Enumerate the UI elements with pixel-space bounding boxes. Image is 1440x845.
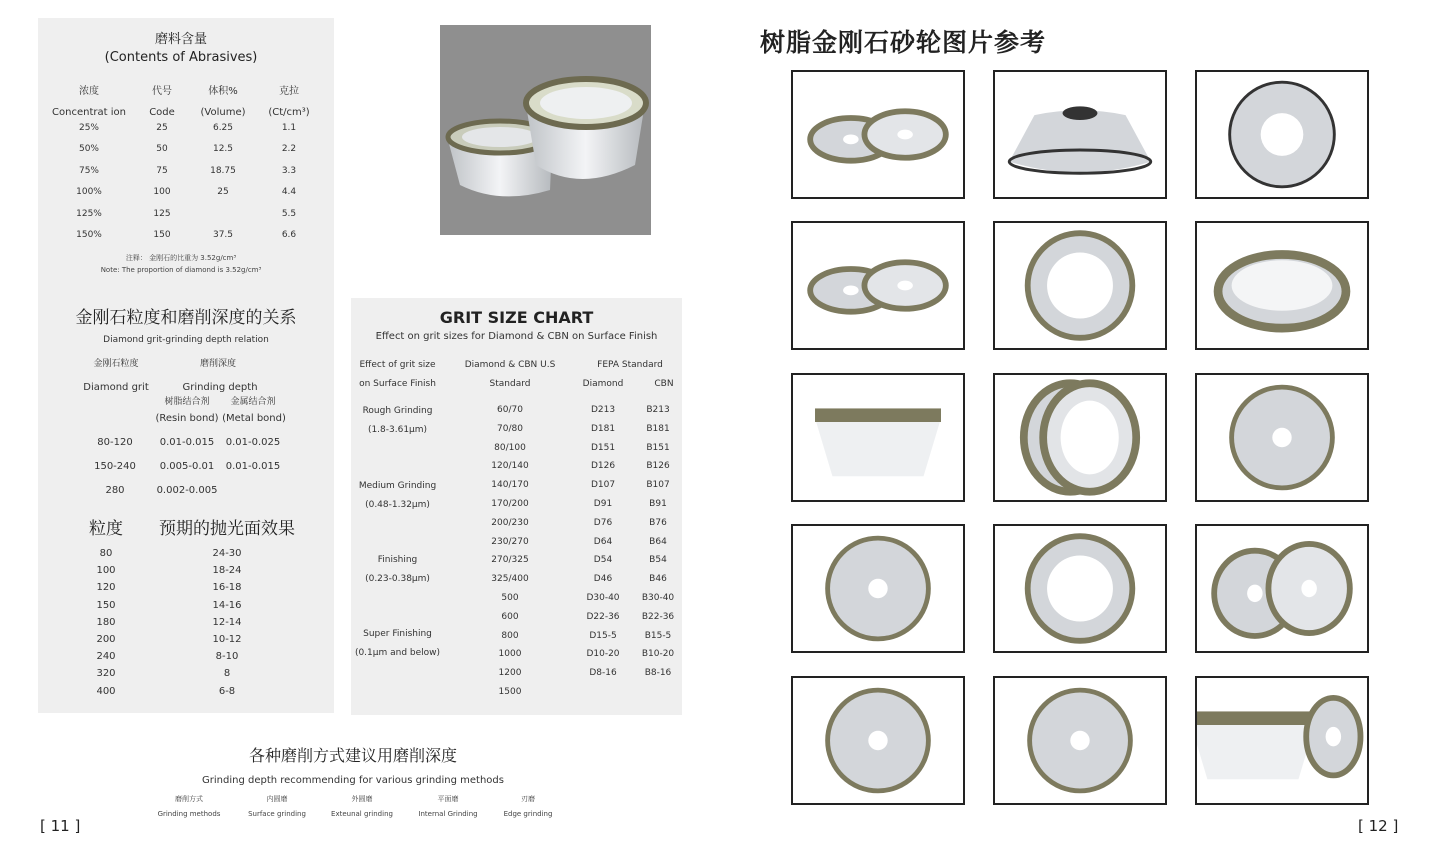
polish-effect-cell: 12-14 xyxy=(212,616,242,628)
wheel-photo xyxy=(1195,524,1369,653)
gc-h-fepa: FEPA Standard xyxy=(597,360,663,370)
product-photo-top xyxy=(440,25,651,235)
abr-h-cn-1: 代号 xyxy=(152,86,172,97)
grit-chart-cell: B15-5 xyxy=(644,630,672,641)
abrasives-cell: 6.25 xyxy=(212,123,234,133)
method-cn: 外圆磨 xyxy=(351,795,373,803)
grit-chart-cell: D64 xyxy=(593,536,613,547)
grit-chart-cell: B107 xyxy=(646,480,670,491)
abrasives-cell: 1.1 xyxy=(281,123,297,133)
grit-chart-cell: 325/400 xyxy=(491,574,529,585)
grit-chart-cell: D22-36 xyxy=(586,611,620,622)
grit-chart-cell: B76 xyxy=(649,517,667,528)
grit-chart-cell: B181 xyxy=(646,423,670,434)
grit-group-name: Rough Grinding xyxy=(362,406,433,416)
method-cn: 磨削方式 xyxy=(175,795,203,803)
grit-chart-cell: D30-40 xyxy=(586,593,620,603)
grit-depth-cell: 280 xyxy=(105,485,125,496)
grit-group-range: (1.8-3.61μm) xyxy=(367,425,428,435)
wheel-photo xyxy=(1195,221,1369,350)
abrasives-cell: 4.4 xyxy=(281,187,297,198)
grit-chart-cell: 1500 xyxy=(498,687,522,697)
grit-chart-cell: D213 xyxy=(590,405,616,415)
polish-effect-cell: 8-10 xyxy=(215,651,239,663)
wheel-image xyxy=(1197,526,1367,651)
abrasives-title-en: (Contents of Abrasives) xyxy=(104,50,258,65)
wheel-photo xyxy=(791,70,965,199)
polish-grit-cell: 80 xyxy=(99,548,113,559)
polish-grit-cell: 240 xyxy=(96,651,116,663)
wheel-image xyxy=(793,678,963,803)
method-cn: 内圆磨 xyxy=(266,795,288,803)
grit-depth-resin-cn: 树脂结合剂 xyxy=(164,397,210,407)
wheel-image xyxy=(995,223,1165,348)
grit-chart-cell: D126 xyxy=(590,461,616,472)
grit-depth-title-cn: 金刚石粒度和磨削深度的关系 xyxy=(75,308,297,328)
polish-grit-cell: 320 xyxy=(96,668,116,680)
polish-effect-cell: 14-16 xyxy=(212,599,242,611)
abrasives-cell: 100% xyxy=(76,187,102,198)
abrasives-cell: 100 xyxy=(153,187,171,198)
grit-chart-cell: 800 xyxy=(501,630,519,641)
grit-chart-cell: 70/80 xyxy=(497,423,523,434)
wheel-photo xyxy=(993,373,1167,502)
abrasives-cell: 25 xyxy=(217,187,229,198)
wheel-image xyxy=(793,375,963,500)
grit-chart-cell: B213 xyxy=(646,405,670,415)
wheel-image xyxy=(1197,678,1367,803)
grit-chart-cell: D15-5 xyxy=(589,630,617,641)
abrasives-cell: 50% xyxy=(78,144,99,155)
grit-depth-cell: 0.01-0.015 xyxy=(159,437,215,448)
gc-h-us-2: Standard xyxy=(489,379,531,389)
polish-effect-cell: 24-30 xyxy=(212,548,242,559)
cup-wheel-pair-image xyxy=(440,25,651,235)
grit-chart-cell: B30-40 xyxy=(641,593,675,603)
gc-h-cbn: CBN xyxy=(654,379,674,389)
abr-h-cn-3: 克拉 xyxy=(279,86,299,97)
abrasives-cell: 75% xyxy=(78,165,99,176)
abrasives-cell: 50 xyxy=(156,144,168,155)
method-en: Edge grinding xyxy=(503,810,553,818)
polish-grit-cell: 150 xyxy=(96,599,116,611)
grit-group-name: Super Finishing xyxy=(363,629,432,639)
abrasives-note-cn: 注释： 金刚石的比重为 3.52g/cm³ xyxy=(125,254,237,262)
gc-h-effect-1: Effect of grit size xyxy=(359,360,436,370)
grit-chart-cell: D107 xyxy=(590,480,616,491)
wheel-photo xyxy=(791,524,965,653)
abr-h-en-2: (Volume) xyxy=(200,107,246,118)
abrasives-cell: 25% xyxy=(78,123,99,133)
abr-h-en-1: Code xyxy=(149,107,175,118)
abrasives-cell: 150% xyxy=(76,230,102,240)
grit-chart-cell: 500 xyxy=(501,593,519,603)
method-cn: 刃磨 xyxy=(521,795,535,803)
grit-chart-cell: 270/325 xyxy=(491,555,529,566)
grit-depth-col1-en: Diamond grit xyxy=(83,382,149,393)
grit-depth-cell: 150-240 xyxy=(94,461,136,472)
abr-h-en-0: Concentrat ion xyxy=(52,107,126,118)
wheel-photo xyxy=(1195,373,1369,502)
abr-h-en-3: (Ct/cm³) xyxy=(268,107,310,118)
methods-subtitle-en: Grinding depth recommending for various grinding methods xyxy=(202,775,504,786)
grit-chart-cell: 230/270 xyxy=(491,536,529,547)
grit-chart-cell: D181 xyxy=(590,423,616,434)
wheel-image xyxy=(995,72,1165,197)
grit-depth-resin-en: (Resin bond) xyxy=(155,413,219,424)
wheel-photo xyxy=(791,373,965,502)
polish-col2-cn: 预期的抛光面效果 xyxy=(159,519,295,539)
grit-chart-cell: B10-20 xyxy=(641,649,675,660)
grit-depth-cell: 0.002-0.005 xyxy=(156,485,218,496)
wheel-image xyxy=(793,72,963,197)
abrasives-title-cn: 磨料含量 xyxy=(154,32,207,47)
wheel-image xyxy=(1197,223,1367,348)
grit-chart-cell: D10-20 xyxy=(586,649,620,660)
method-en: Surface grinding xyxy=(248,810,306,818)
grit-chart-cell: D76 xyxy=(593,517,613,528)
wheel-image xyxy=(995,526,1165,651)
method-en: Grinding methods xyxy=(157,810,221,818)
grit-depth-metal-cn: 金属结合剂 xyxy=(230,397,276,407)
gallery-title-cn: 树脂金刚石砂轮图片参考 xyxy=(760,28,1047,57)
grit-chart-cell: B151 xyxy=(646,442,670,453)
abr-h-cn-0: 浓度 xyxy=(79,86,99,97)
left-page-number: [ 11 ] xyxy=(40,817,81,835)
wheel-image xyxy=(793,223,963,348)
abrasives-cell: 18.75 xyxy=(210,165,236,176)
abrasives-cell: 3.3 xyxy=(281,165,297,176)
abr-h-cn-2: 体积% xyxy=(208,86,238,97)
wheel-photo xyxy=(1195,676,1369,805)
grit-group-name: Medium Grinding xyxy=(358,481,437,491)
grit-chart-title: GRIT SIZE CHART xyxy=(439,308,594,327)
polish-grit-cell: 100 xyxy=(96,565,116,577)
polish-grit-cell: 180 xyxy=(96,616,116,628)
abrasives-cell: 75 xyxy=(156,165,168,176)
gc-h-effect-2: on Surface Finish xyxy=(359,379,436,389)
grit-chart-cell: B64 xyxy=(649,536,667,547)
abrasives-cell: 150 xyxy=(153,230,171,240)
method-en: Exteunal grinding xyxy=(331,810,393,818)
wheel-image xyxy=(995,375,1165,500)
method-cn: 平面磨 xyxy=(437,795,459,803)
polish-effect-cell: 18-24 xyxy=(212,565,242,577)
grit-depth-cell: 80-120 xyxy=(97,437,133,448)
abrasives-cell: 125 xyxy=(153,208,171,219)
polish-col1-cn: 粒度 xyxy=(89,519,123,539)
abrasives-cell: 12.5 xyxy=(212,144,234,155)
abrasives-cell: 37.5 xyxy=(212,230,234,240)
grit-chart-cell: 1000 xyxy=(498,649,522,660)
wheel-image xyxy=(1197,375,1367,500)
wheel-photo xyxy=(993,70,1167,199)
polish-effect-cell: 8 xyxy=(223,668,231,680)
grit-chart-cell: D54 xyxy=(593,555,613,566)
wheel-photo xyxy=(993,221,1167,350)
grit-chart-cell: D151 xyxy=(590,442,616,453)
grit-chart-cell: B126 xyxy=(646,461,670,472)
wheel-photo xyxy=(791,676,965,805)
grit-group-range: (0.1μm and below) xyxy=(354,648,441,658)
grit-chart-cell: B8-16 xyxy=(644,668,672,679)
wheel-photo xyxy=(993,676,1167,805)
abrasives-cell: 125% xyxy=(76,208,102,219)
grit-chart-cell: 1200 xyxy=(498,668,522,679)
polish-grit-cell: 200 xyxy=(96,634,116,645)
grit-depth-col2-en: Grinding depth xyxy=(182,382,258,393)
grit-depth-metal-en: (Metal bond) xyxy=(222,413,286,424)
grit-chart-cell: 140/170 xyxy=(491,480,529,491)
abrasives-cell: 6.6 xyxy=(281,230,297,240)
grit-chart-cell: 80/100 xyxy=(494,442,526,453)
grit-chart-cell: D8-16 xyxy=(589,668,617,679)
grit-chart-cell: 60/70 xyxy=(497,405,523,415)
grit-chart-cell: B91 xyxy=(649,499,667,509)
grit-depth-cell: 0.01-0.015 xyxy=(225,461,281,472)
polish-effect-cell: 16-18 xyxy=(212,582,242,594)
method-en: Internal Grinding xyxy=(418,810,478,818)
grit-depth-col2-cn: 磨削深度 xyxy=(199,359,236,369)
wheel-photo xyxy=(1195,70,1369,199)
polish-effect-cell: 6-8 xyxy=(218,685,236,697)
abrasives-cell: 5.5 xyxy=(281,208,297,219)
grit-chart-cell: B22-36 xyxy=(641,611,675,622)
abrasives-note-en: Note: The proportion of diamond is 3.52g/cm³ xyxy=(100,266,262,274)
wheel-photo xyxy=(993,524,1167,653)
gc-h-us-1: Diamond & CBN U.S xyxy=(464,360,556,370)
grit-group-name: Finishing xyxy=(377,555,418,565)
grit-depth-subtitle-en: Diamond grit-grinding depth relation xyxy=(103,335,269,345)
grit-chart-cell: D91 xyxy=(593,499,613,509)
grit-chart-cell: D46 xyxy=(593,574,613,585)
grit-chart-cell: 120/140 xyxy=(491,461,529,472)
grit-depth-cell: 0.005-0.01 xyxy=(159,461,215,472)
polish-effect-cell: 10-12 xyxy=(212,634,242,645)
grit-chart-cell: B54 xyxy=(649,555,667,566)
wheel-photo xyxy=(791,221,965,350)
wheel-image xyxy=(995,678,1165,803)
methods-title-cn: 各种磨削方式建议用磨削深度 xyxy=(248,746,457,765)
grit-depth-col1-cn: 金刚石粒度 xyxy=(93,359,139,369)
gc-h-diamond: Diamond xyxy=(582,379,624,389)
grit-chart-subtitle: Effect on grit sizes for Diamond & CBN on Surface Finish xyxy=(375,331,658,342)
wheel-image xyxy=(793,526,963,651)
right-page-number: [ 12 ] xyxy=(1358,817,1399,835)
grit-group-range: (0.23-0.38μm) xyxy=(365,574,430,584)
grit-chart-cell: 200/230 xyxy=(491,517,529,528)
grit-depth-cell: 0.01-0.025 xyxy=(225,437,281,448)
grit-chart-cell: B46 xyxy=(649,574,667,585)
polish-grit-cell: 400 xyxy=(96,685,116,697)
polish-grit-cell: 120 xyxy=(96,582,116,594)
grit-chart-cell: 600 xyxy=(501,611,519,622)
grit-chart-cell: 170/200 xyxy=(491,499,529,509)
abrasives-cell: 25 xyxy=(156,123,168,133)
abrasives-cell: 2.2 xyxy=(281,144,297,155)
wheel-image xyxy=(1197,72,1367,197)
grit-group-range: (0.48-1.32μm) xyxy=(365,500,430,510)
